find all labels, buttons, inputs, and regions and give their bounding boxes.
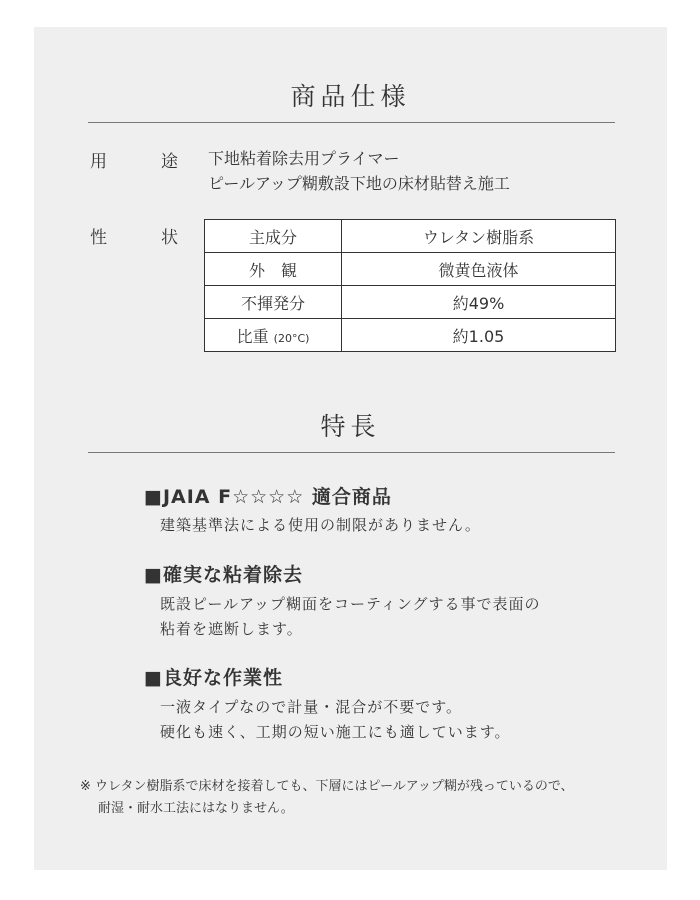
feature-line: 硬化も速く、工期の短い施工にも適しています。 bbox=[160, 723, 511, 741]
table-row bbox=[205, 319, 616, 352]
feature-title: ■確実な粘着除去 bbox=[144, 564, 303, 586]
spec-title: 商品仕様 bbox=[290, 82, 411, 111]
property-name: 主成分 bbox=[205, 220, 342, 253]
table-row bbox=[205, 253, 616, 286]
spec-panel bbox=[34, 27, 667, 870]
property-name: 比重 bbox=[236, 326, 269, 346]
features-title-rule bbox=[88, 452, 615, 453]
properties-label-char-1: 性 bbox=[90, 228, 109, 248]
feature-title: ■JAIA F☆☆☆☆ 適合商品 bbox=[144, 486, 392, 508]
properties-label bbox=[90, 223, 180, 248]
usage-label bbox=[90, 147, 180, 172]
features-title: 特長 bbox=[320, 412, 381, 441]
property-name: 不揮発分 bbox=[205, 286, 342, 319]
feature-line: 一液タイプなので計量・混合が不要です。 bbox=[160, 698, 463, 716]
properties-table bbox=[204, 219, 616, 352]
property-value: ウレタン樹脂系 bbox=[342, 220, 616, 253]
usage-line: ピールアップ糊敷設下地の床材貼替え施工 bbox=[208, 174, 510, 193]
footnote-line: ※ ウレタン樹脂系で床材を接着しても、下層にはピールアップ糊が残っているので、 bbox=[80, 779, 574, 794]
property-name: 外 観 bbox=[205, 253, 342, 286]
feature-line: 建築基準法による使用の制限がありません。 bbox=[160, 516, 481, 534]
usage-line: 下地粘着除去用プライマー bbox=[208, 149, 400, 168]
table-row bbox=[205, 220, 616, 253]
property-name-cell bbox=[205, 319, 342, 352]
table-row bbox=[205, 286, 616, 319]
spec-title-rule bbox=[88, 122, 615, 123]
property-value: 微黄色液体 bbox=[342, 253, 616, 286]
feature-description bbox=[160, 513, 481, 538]
usage-text bbox=[208, 146, 510, 196]
feature-line: 既設ピールアップ糊面をコーティングする事で表面の bbox=[160, 595, 541, 613]
property-value: 約49% bbox=[342, 286, 616, 319]
feature-description bbox=[160, 592, 541, 642]
property-name-note: (20°C) bbox=[273, 331, 310, 345]
footnote bbox=[80, 776, 574, 820]
property-value: 約1.05 bbox=[342, 319, 616, 352]
properties-label-char-2: 状 bbox=[161, 228, 180, 248]
feature-description bbox=[160, 695, 511, 745]
footnote-line: 耐湿・耐水工法にはなりません。 bbox=[98, 801, 294, 816]
feature-line: 粘着を遮断します。 bbox=[160, 620, 303, 638]
feature-title: ■良好な作業性 bbox=[144, 667, 283, 689]
usage-label-char-1: 用 bbox=[90, 152, 109, 172]
usage-label-char-2: 途 bbox=[161, 152, 180, 172]
